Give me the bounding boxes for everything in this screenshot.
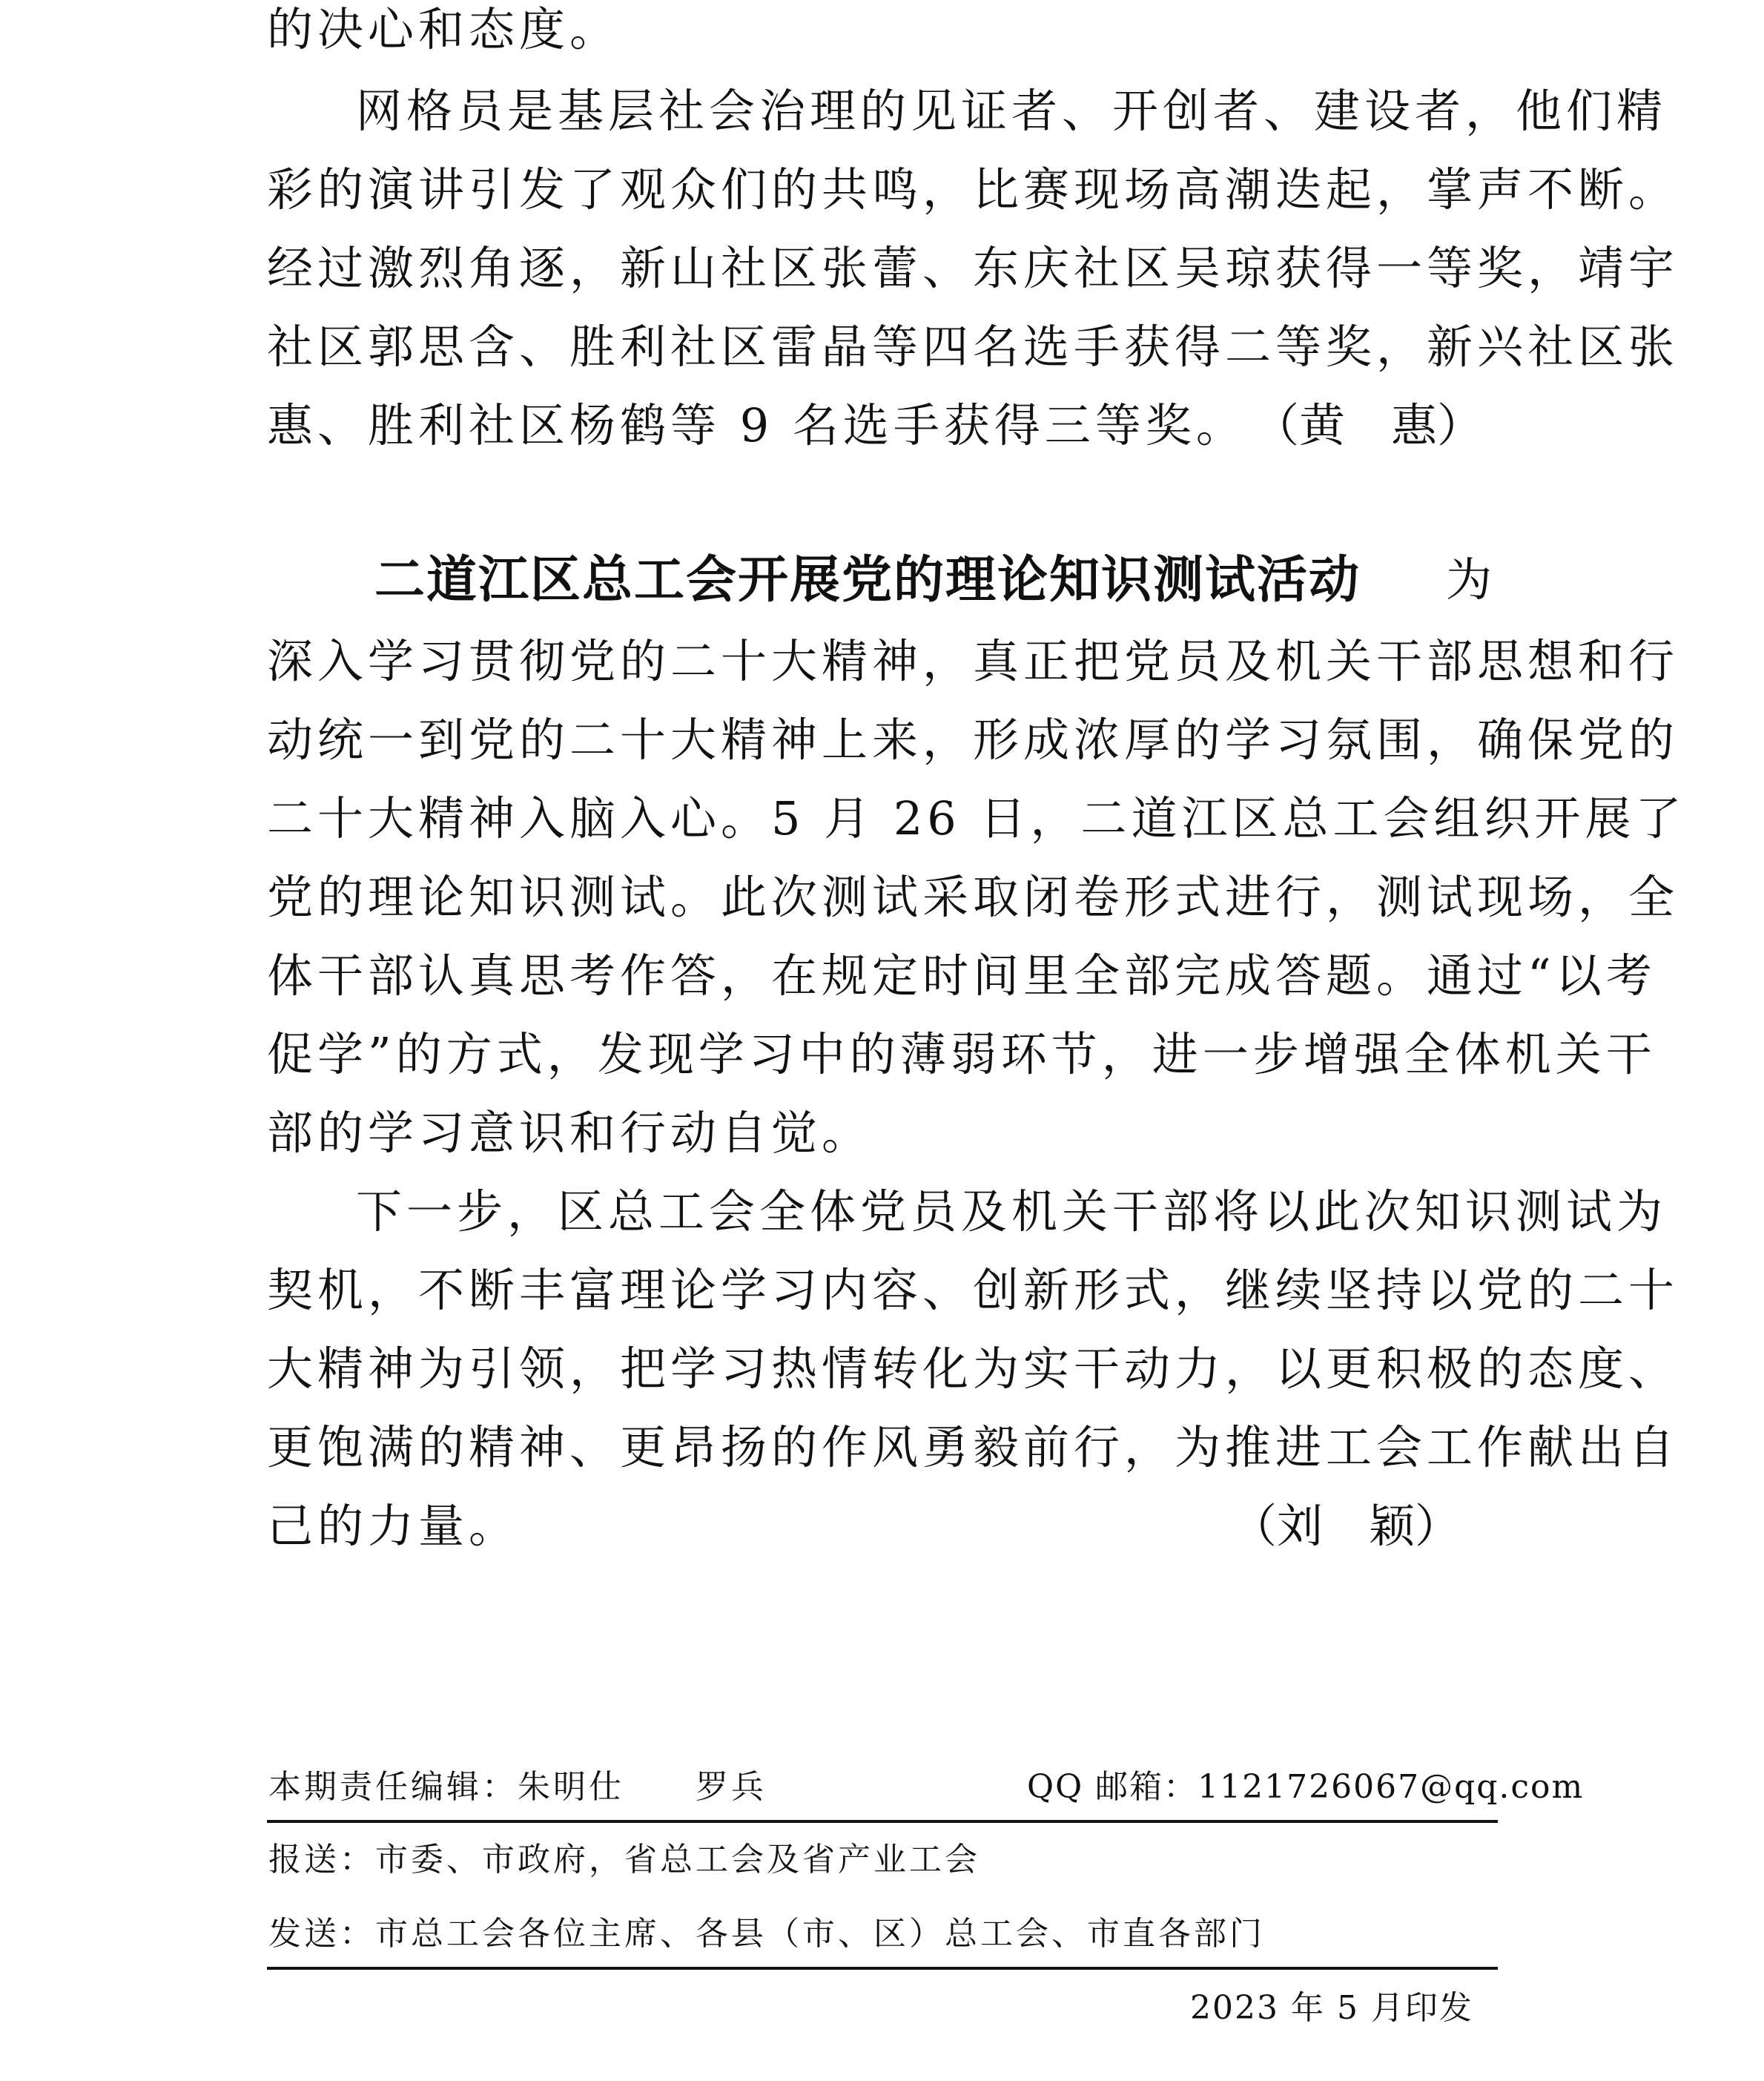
article1-line-0: 的决心和态度。	[267, 2, 621, 56]
footer-send-to: 发送：市总工会各位主席、各县（市、区）总工会、市直各部门	[268, 1915, 1265, 1953]
article2-para-line: 促学”的方式，发现学习中的薄弱环节，进一步增强全体机关干	[267, 1027, 1656, 1081]
footer-report-to: 报送：市委、市政府，省总工会及省产业工会	[268, 1841, 980, 1879]
footer-email: QQ 邮箱：1121726067@qq.com	[1027, 1768, 1585, 1806]
article1-para-line: 社区郭思含、胜利社区雷晶等四名选手获得二等奖，新兴社区张	[267, 320, 1679, 374]
footer-print-date: 2023 年 5 月印发	[1190, 1989, 1473, 2027]
article2-para-line: 党的理论知识测试。此次测试采取闭卷形式进行，测试现场，全	[267, 870, 1679, 924]
article2-para2-line: 大精神为引领，把学习热情转化为实干动力，以更积极的态度、	[267, 1342, 1679, 1396]
article1-para-line: 惠、胜利社区杨鹤等 9 名选手获得三等奖。	[267, 398, 1246, 452]
article2-author: （刘 颖）	[1231, 1499, 1461, 1553]
article2-para-line: 动统一到党的二十大精神上来，形成浓厚的学习氛围，确保党的	[267, 713, 1679, 767]
article2-para-line: 部的学习意识和行动自觉。	[267, 1106, 873, 1160]
article2-para2-line: 下一步，区总工会全体党员及机关干部将以此次知识测试为	[356, 1184, 1668, 1239]
article2-para-line: 深入学习贯彻党的二十大精神，真正把党员及机关干部思想和行	[267, 634, 1679, 688]
article2-para2-line: 更饱满的精神、更昂扬的作风勇毅前行，为推进工会工作献出自	[267, 1420, 1679, 1474]
article2-para-line: 二十大精神入脑入心。5 月 26 日，二道江区总工会组织开展了	[267, 791, 1686, 845]
article2-para2-line: 己的力量。	[267, 1499, 520, 1553]
article2-title-tail: 为	[1446, 553, 1493, 607]
article2-title: 二道江区总工会开展党的理论知识测试活动	[374, 551, 1361, 610]
footer-divider-bottom	[267, 1967, 1498, 1970]
article1-para-line: 彩的演讲引发了观众们的共鸣，比赛现场高潮迭起，掌声不断。	[267, 162, 1679, 217]
article1-author: （黄 惠）	[1253, 398, 1484, 452]
article1-para-line: 网格员是基层社会治理的见证者、开创者、建设者，他们精	[356, 84, 1668, 138]
footer-editor: 本期责任编辑：朱明仕 罗兵	[268, 1768, 767, 1806]
article2-para-line: 体干部认真思考作答，在规定时间里全部完成答题。通过“以考	[267, 949, 1656, 1003]
footer-divider-top	[267, 1820, 1498, 1823]
article2-para2-line: 契机，不断丰富理论学习内容、创新形式，继续坚持以党的二十	[267, 1263, 1679, 1317]
article1-para-line: 经过激烈角逐，新山社区张蕾、东庆社区吴琼获得一等奖，靖宇	[267, 241, 1679, 295]
